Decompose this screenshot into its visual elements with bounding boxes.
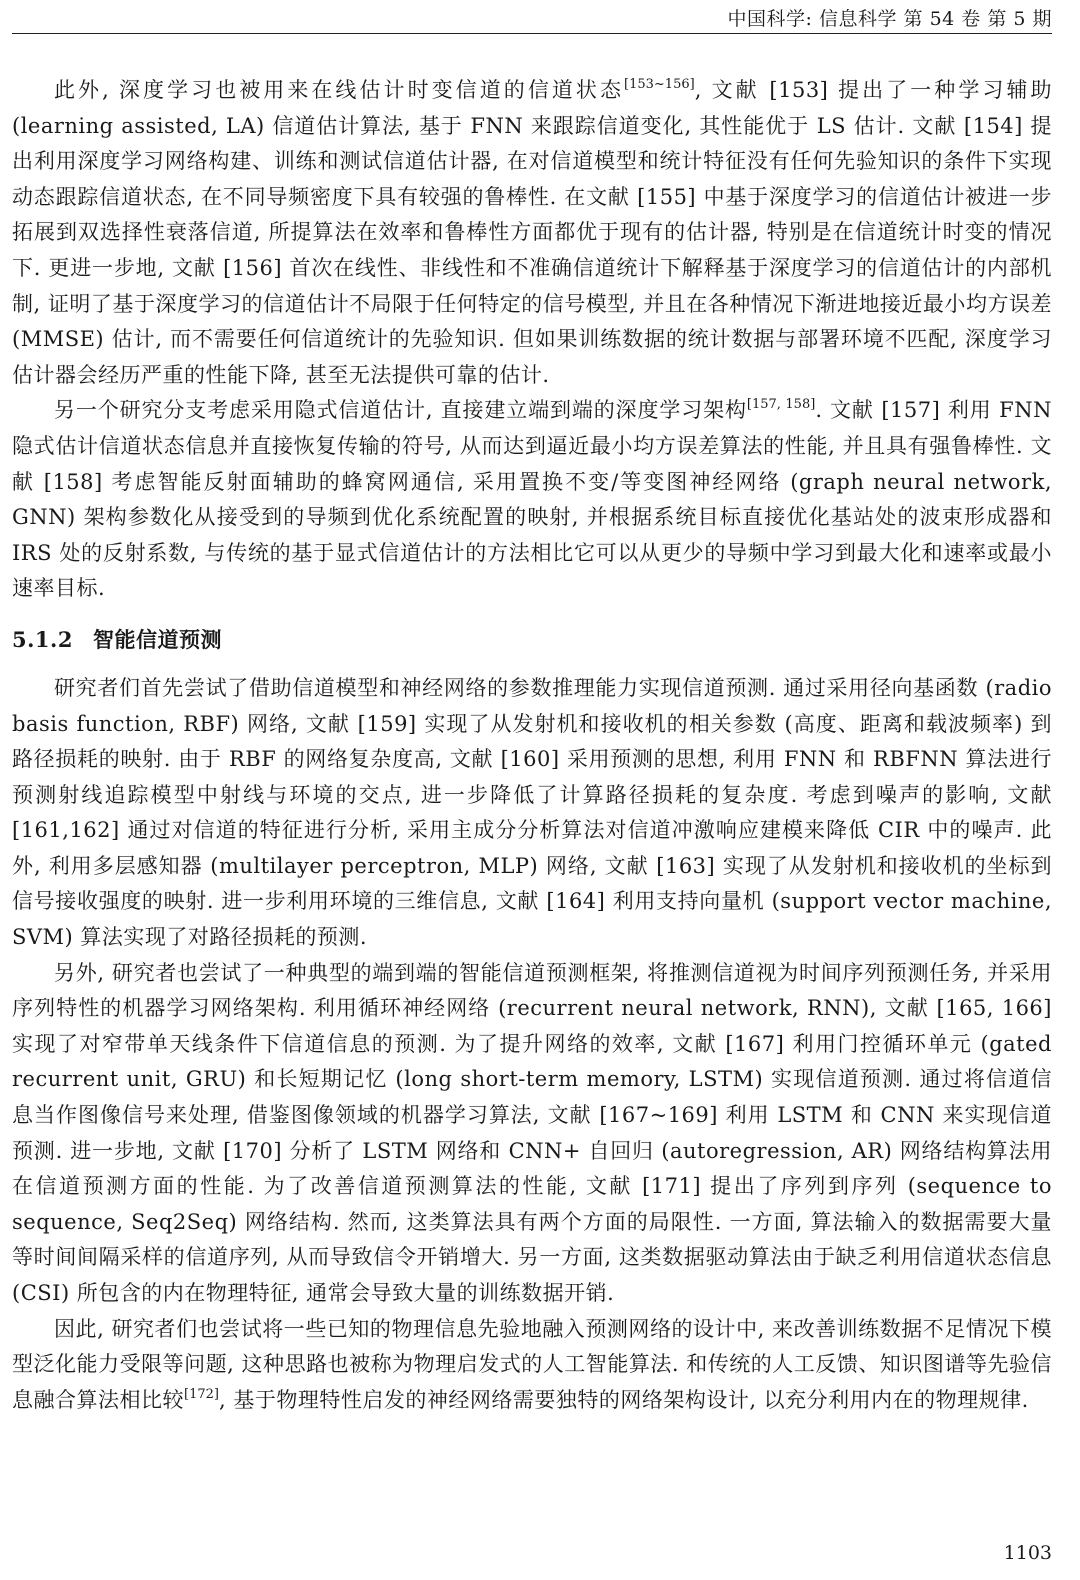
paragraph-3 <box>12 671 1052 956</box>
paragraph-text: 另一个研究分支考虑采用隐式信道估计, 直接建立端到端的深度学习架构 <box>54 398 747 423</box>
paragraph-4 <box>12 956 1052 1312</box>
paragraph-text: , 文献 [153] 提出了一种学习辅助 (learning assisted, LA) 信道估计算法, 基于 FNN 来跟踪信道变化, 其性能优于 LS 估计. 文献 [154] 提出利用深度学习网络构建、训练和测试信道估计器, 在对信道模型和统计特征没有任何先验知识的条件下实现动态跟踪信道状态, 在不同导频密度下具有较强的鲁棒性. 在文献 [155] 中基于深度学习的信道估计被进一步拓展到双选择性衰落信道, 所提算法在效率和鲁棒性方面都优于现有的估计器, 特别是在信道统计时变的情况下. 更进一步地, 文献 [156] 首次在线性、非线性和不准确信道统计下解释基于深度学习的信道估计的内部机制, 证明了基于深度学习的信道估计不局限于任何特定的信号模型, 并且在各种情况下渐进地接近最小均方误差 (MMSE) 估计, 而不需要任何信道统计的先验知识. 但如果训练数据的统计数据与部署环境不匹配, 深度学习估计器会经历严重的性能下降, 甚至无法提供可靠的估计. <box>12 78 1052 387</box>
header-rule <box>12 33 1052 34</box>
section-heading <box>12 621 1052 659</box>
running-head: 中国科学: 信息科学 第 54 卷 第 5 期 <box>727 8 1052 30</box>
paragraph-text: 另外, 研究者也尝试了一种典型的端到端的智能信道预测框架, 将推测信道视为时间序列预测任务, 并采用序列特性的机器学习网络架构. 利用循环神经网络 (recurrent neural network, RNN), 文献 [165, 166] 实现了对窄带单天线条件下信道信息的预测. 为了提升网络的效率, 文献 [167] 利用门控循环单元 (gated recurrent unit, GRU) 和长短期记忆 (long short-term memory, LSTM) 实现信道预测. 通过将信道信息当作图像信号来处理, 借鉴图像领域的机器学习算法, 文献 [167~169] 利用 LSTM 和 CNN 来实现信道预测. 进一步地, 文献 [170] 分析了 LSTM 网络和 CNN+ 自回归 (autoregression, AR) 网络结构算法用在信道预测方面的性能. 为了改善信道预测算法的性能, 文献 [171] 提出了序列到序列 (sequence to sequence, Seq2Seq) 网络结构. 然而, 这类算法具有两个方面的局限性. 一方面, 算法输入的数据需要大量等时间间隔采样的信道序列, 从而导致信令开销增大. 另一方面, 这类数据驱动算法由于缺乏利用信道状态信息 (CSI) 所包含的内在物理特征, 通常会导致大量的训练数据开销. <box>12 960 1052 1305</box>
section-number: 5.1.2 <box>12 626 73 652</box>
page-number: 1103 <box>1003 1542 1052 1564</box>
paragraph-text: 因此, 研究者们也尝试将一些已知的物理信息先验地融入预测网络的设计中, 来改善训练数据不足情况下模型泛化能力受限等问题, 这种思路也被称为物理启发式的人工智能算法. 和传统的人工反馈、知识图谱等先验信息融合算法相比较 <box>12 1316 1052 1412</box>
paragraph-text: , 基于物理特性启发的神经网络需要独特的网络架构设计, 以充分利用内在的物理规律. <box>218 1387 1029 1412</box>
paragraph-5 <box>12 1312 1052 1419</box>
paragraph-text: 研究者们首先尝试了借助信道模型和神经网络的参数推理能力实现信道预测. 通过采用径向基函数 (radio basis function, RBF) 网络, 文献 [159] 实现了从发射机和接收机的相关参数 (高度、距离和载波频率) 到路径损耗的映射. 由于 RBF 的网络复杂度高, 文献 [160] 采用预测的思想, 利用 FNN 和 RBFNN 算法进行预测射线追踪模型中射线与环境的交点, 进一步降低了计算路径损耗的复杂度. 考虑到噪声的影响, 文献 [161,162] 通过对信道的特征进行分析, 采用主成分分析算法对信道冲激响应建模来降低 CIR 中的噪声. 此外, 利用多层感知器 (multilayer perceptron, MLP) 网络, 文献 [163] 实现了从发射机和接收机的坐标到信号接收强度的映射. 进一步利用环境的三维信息, 文献 [164] 利用支持向量机 (support vector machine, SVM) 算法实现了对路径损耗的预测. <box>12 675 1052 950</box>
citation-superscript: [153~156] <box>624 77 695 92</box>
citation-superscript: [157, 158] <box>746 397 816 413</box>
section-title: 智能信道预测 <box>92 626 222 652</box>
paragraph-text: 此外, 深度学习也被用来在线估计时变信道的信道状态 <box>54 78 625 102</box>
body-text <box>12 73 1052 1418</box>
paragraph-text: . 文献 [157] 利用 FNN 隐式估计信道状态信息并直接恢复传输的符号, 从而达到逼近最小均方误差算法的性能, 并且具有强鲁棒性. 文献 [158] 考虑智能反射面辅助的蜂窝网通信, 采用置换不变/等变图神经网络 (graph neural network, GNN) 架构参数化从接受到的导频到优化系统配置的映射, 并根据系统目标直接优化基站处的波束形成器和 IRS 处的反射系数, 与传统的基于显式信道估计的方法相比它可以从更少的导频中学习到最大化和速率或最小速率目标. <box>12 398 1052 601</box>
paragraph-2 <box>12 393 1052 607</box>
paragraph-1 <box>12 73 1052 393</box>
citation-superscript: [172] <box>184 1386 219 1402</box>
